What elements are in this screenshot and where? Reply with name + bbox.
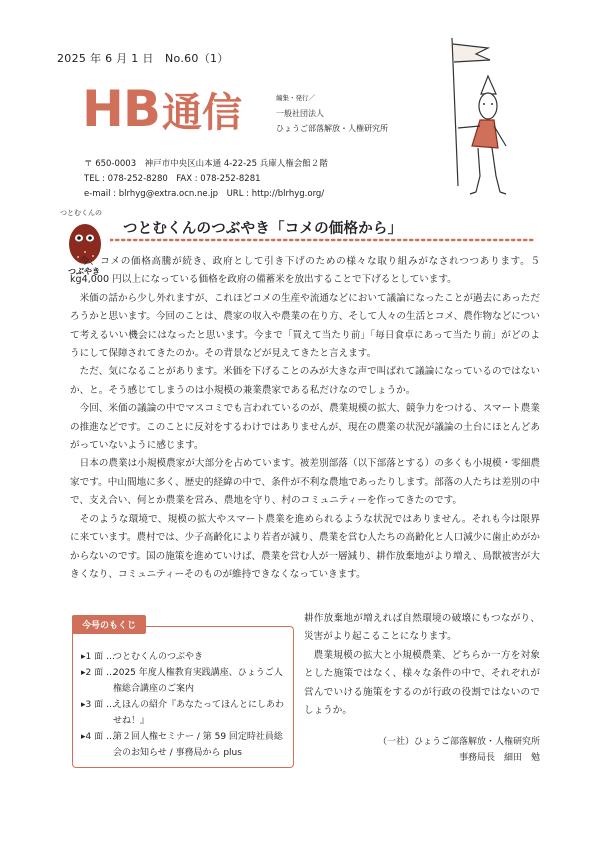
- article-paragraph: 日本の農業は小規模農家が大部分を占めています。被差別部落（以下部落とする）の多くも小規模・零細農家です。中山間地に多く、歴史的経緯の中で、条件が不利な農地であったりします。部落の人たちは差別の中で、支え合い、何とか農業を営み、農地を守り、村のコミュニティーを作ってきたのです。: [70, 458, 540, 507]
- article-body: [70, 253, 540, 584]
- postal-address: 〒 650-0003 神戸市中央区山本通 4-22-25 兵庫人権会館２階: [84, 159, 328, 169]
- toc-item-text: 2025 年度人権教育実践講座、ひょうご人権総合講座のご案内: [113, 668, 283, 694]
- signature-block: [340, 734, 540, 766]
- toc-item-text: つとむくんのつぶやき: [113, 652, 204, 662]
- article-paragraph: 農業規模の拡大と小規模農業、どちらか一方を対象とした施策ではなく、様々な条件の中で、それぞれが営んでいける施策をするのが行政の役割ではないのでしょうか。: [304, 649, 540, 717]
- article-headline: つとむくんのつぶやき「コメの価格から」: [123, 221, 403, 237]
- toc-item-text: 第２回人権セミナー / 第 59 回定時社員総会のお知らせ / 事務局から plus: [113, 732, 283, 758]
- publisher-info: [276, 91, 388, 136]
- newsletter-logo: [82, 80, 242, 138]
- article-paragraph: 米価の話から少し外れますが、これほどコメの生産や流通などにおいて議論になったことが過去にあっただろうかと思います。今回のことは、農家の収入や農業の在り方、そして人々の生活とコメ、農作物などについて考えるいい機会にはなったと思います。今まで「買えて当たり前」「毎日食卓にあって当たり前」がどのようにして保障されてきたのか。その背景などが見えてきたと言えます。: [70, 292, 540, 360]
- issue-date-line: 2025 年 6 月 1 日 No.60（1）: [57, 52, 229, 65]
- toc-item[interactable]: [81, 649, 287, 665]
- dotted-divider: [110, 238, 535, 242]
- publisher-org-name: ひょうご部落解放・人権研究所: [276, 124, 388, 133]
- signature-name: 事務局長 細田 勉: [458, 753, 540, 763]
- publisher-label: 編集・発行／: [276, 94, 315, 102]
- article-paragraph: そのような環境で、規模の拡大やスマート農業を進められるような状況ではありません。それも今は限界に来ています。農村では、少子高齢化により若者が減り、農業を営む人たちの高齢化と人口減少に歯止めがかからないのです。国の施策を進めていけば、農業を営む人が一層減り、耕作放棄地がより増え、鳥獣被害が大きくなり、コミュニティーそのものが維持できなくなっていきます。: [70, 513, 540, 580]
- toc-page-mark: ▸3 面 …: [81, 700, 115, 710]
- article-paragraph: 今、コメの価格高騰が続き、政府として引き下げのための様々な取り組みがなされつつあります。５kg4,000 円以上になっている価格を政府の備蓄米を放出することで下げるとしています。: [70, 256, 540, 286]
- article-paragraph: 今回、米価の議論の中でマスコミでも言われているのが、農業規模の拡大、競争力をつける、スマート農業の推進などです。このことに反対をするわけではありませんが、現在の農業の状況が議論の土台にほとんどあがっていないように感じます。: [70, 403, 540, 452]
- toc-page-mark: ▸1 面 …: [81, 652, 115, 662]
- toc-page-mark: ▸2 面 …: [81, 668, 115, 678]
- phone-fax: TEL : 078-252-8280 FAX : 078-252-8281: [84, 174, 261, 184]
- signature-org: （一社）ひょうご部落解放・人権研究所: [377, 737, 540, 747]
- mascot-caption-bottom: つぶやき: [68, 267, 100, 276]
- table-of-contents: [72, 621, 294, 768]
- article-paragraph: ただ、気になることがあります。米価を下げることのみが大きな声で叫ばれて議論になっているのではないか、と。そう感じてしまうのは小規模の兼業農家である私だけなのでしょうか。: [70, 366, 540, 396]
- logo-tsushin: 通信: [161, 90, 242, 136]
- toc-item[interactable]: [81, 729, 287, 761]
- toc-item-text: えほんの紹介『あなたってほんとにしあわせね！』: [113, 700, 285, 726]
- article-paragraph: 耕作放棄地が増えれば自然環境の破壊にもつながり、災害がより起こることになります。: [304, 613, 540, 643]
- toc-title: 今号のもくじ: [72, 615, 146, 634]
- toc-item[interactable]: [81, 697, 287, 729]
- contact-block: [84, 157, 328, 202]
- toc-item[interactable]: [81, 665, 287, 697]
- logo-hb: HB: [82, 80, 160, 138]
- email-url: e-mail : blrhyg@extra.ocn.ne.jp URL : http://blrhyg.org/: [84, 189, 325, 199]
- article-body-column: [304, 610, 540, 720]
- mascot-caption-top: つとむくんの: [60, 209, 102, 217]
- flag-bearer-illustration: [436, 36, 526, 206]
- toc-page-mark: ▸4 面 …: [81, 732, 115, 742]
- publisher-org-type: 一般社団法人: [276, 109, 324, 118]
